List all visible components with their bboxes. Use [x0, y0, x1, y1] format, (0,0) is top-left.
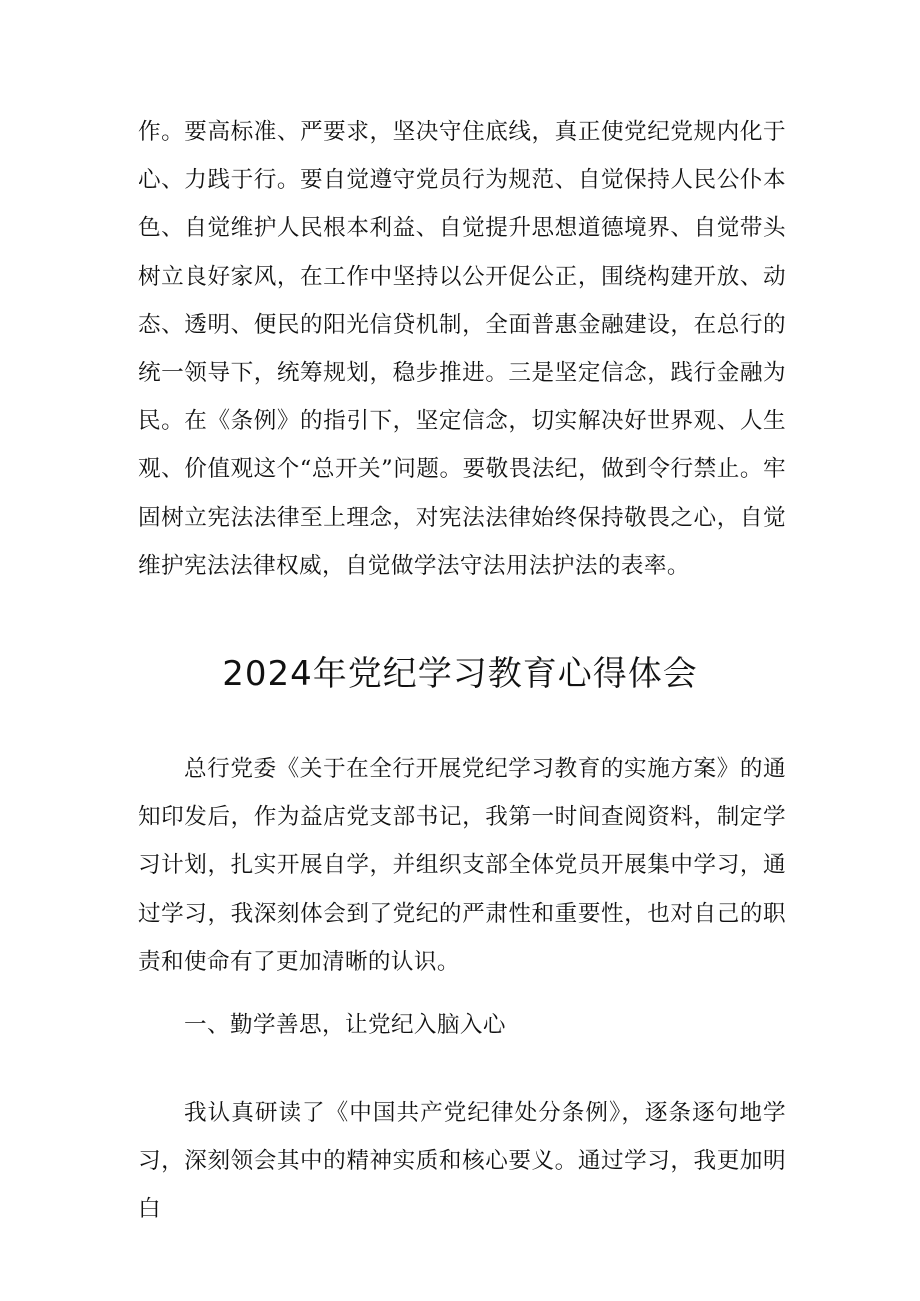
page-title: 2024年党纪学习教育心得体会 [222, 654, 698, 694]
continuation-paragraph: 作。要高标准、严要求，坚决守住底线，真正使党纪党规内化于心、力践于行。要自觉遵守党员行为规范、自觉保持人民公仆本色、自觉维护人民根本利益、自觉提升思想道德境界、自觉带头树立良好家风，在工作中坚持以公开促公正，围绕构建开放、动态、透明、便民的阳光信贷机制，全面普惠金融建设，在总行的统一领导下，统筹规划，稳步推进。三是坚定信念，践行金融为民。在《条例》的指引下，坚定信念，切实解决好世界观、人生观、价值观这个“总开关”问题。要敬畏法纪，做到令行禁止。牢固树立宪法法律至上理念，对宪法法律始终保持敬畏之心，自觉维护宪法法律权威，自觉做学法守法用法护法的表率。 [138, 119, 786, 579]
section-heading: 一、勤学善思，让党纪入脑入心 [184, 1012, 506, 1038]
section-paragraph: 我认真研读了《中国共产党纪律处分条例》，逐条逐句地学习，深刻领会其中的精神实质和核心要义。通过学习，我更加明白 [138, 1100, 786, 1223]
intro-paragraph: 总行党委《关于在全行开展党纪学习教育的实施方案》的通知印发后，作为益店党支部书记，我第一时间查阅资料，制定学习计划，扎实开展自学，并组织支部全体党员开展集中学习，通过学习，我深刻体会到了党纪的严肃性和重要性，也对自己的职责和使命有了更加清晰的认识。 [138, 756, 786, 975]
